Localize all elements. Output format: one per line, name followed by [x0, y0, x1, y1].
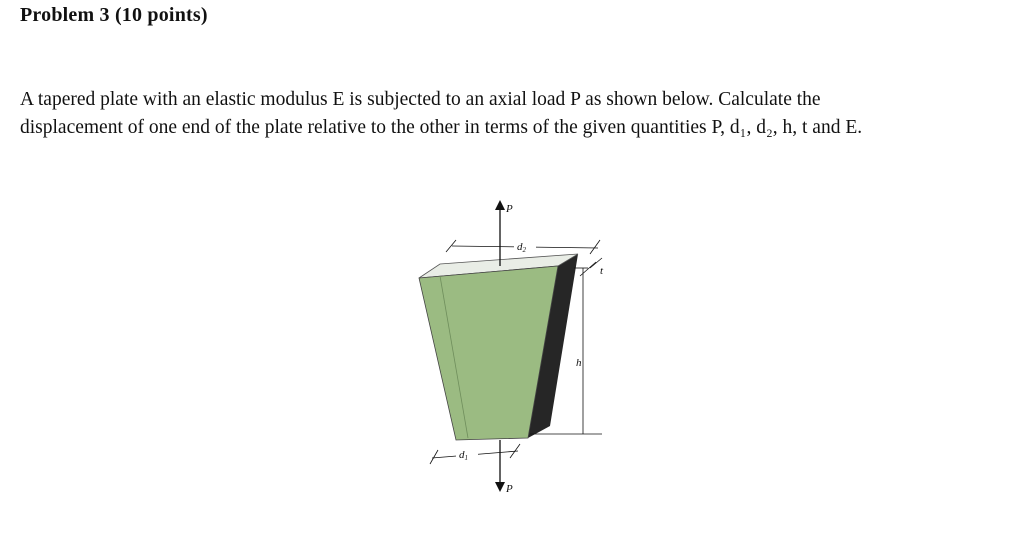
tapered-plate-drawing	[390, 188, 650, 508]
load-label-bottom: P	[506, 483, 513, 495]
d1-tick-left	[430, 450, 438, 464]
d1-label: d1	[459, 449, 468, 462]
thickness-tick-2	[580, 262, 596, 276]
d1-tick-right	[510, 444, 520, 458]
d2-label: d2	[517, 241, 526, 254]
problem-statement	[20, 86, 1010, 142]
problem-title: Problem 3 (10 points)	[20, 4, 208, 26]
statement-line-1: A tapered plate with an elastic modulus E is subjected to an axial load P as shown below. Calculate the	[20, 89, 821, 110]
load-arrowhead-top	[495, 200, 505, 210]
statement-line-2: displacement of one end of the plate relative to the other in terms of the given quantities P, d₁, d₂, h, t and E.	[20, 117, 863, 138]
height-label: h	[576, 357, 582, 369]
load-arrowhead-bottom	[495, 482, 505, 492]
thickness-label: t	[600, 265, 604, 277]
load-label-top: P	[506, 203, 513, 215]
d2-tick-right	[590, 240, 600, 254]
tapered-plate-figure	[390, 188, 650, 508]
